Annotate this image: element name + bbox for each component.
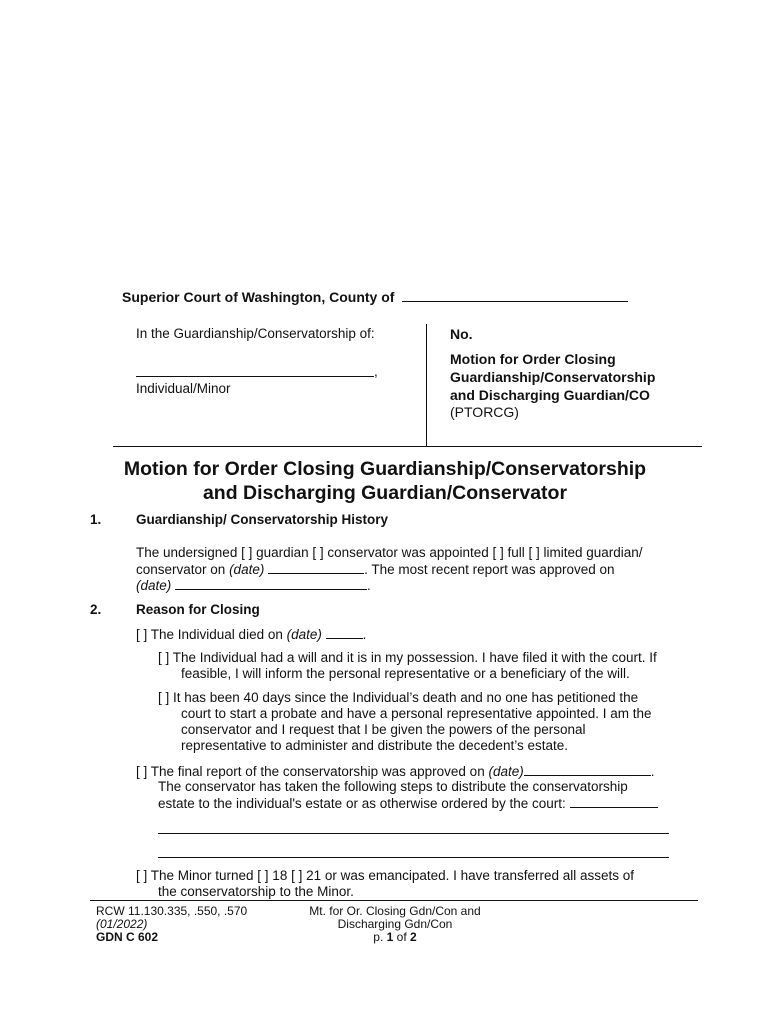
section1-line2-tail: . The most recent report was approved on	[364, 562, 615, 577]
footer-page-prefix: p.	[373, 930, 387, 944]
appointment-date-label: (date)	[229, 562, 265, 577]
section1-line3	[136, 577, 371, 594]
final-date-blank[interactable]	[524, 763, 651, 776]
footer-page-current: 1	[386, 930, 394, 944]
section2-number: 2.	[90, 602, 102, 617]
case-number-label: No.	[450, 326, 473, 342]
option-40-days-line4: representative to administer and distribute the decedent’s estate.	[181, 738, 568, 753]
section1-number: 1.	[90, 512, 102, 527]
option-40-days-line3: conservator and I request that I be given the powers of the personal	[181, 722, 586, 737]
option-final-text: [ ] The final report of the conservatorship was approved on	[136, 764, 489, 779]
caption-divider	[426, 324, 427, 446]
death-date-label: (date)	[286, 627, 322, 642]
footer-page-of: of	[393, 930, 411, 944]
party-label: Individual/Minor	[136, 381, 231, 396]
final-date-label: (date)	[488, 764, 524, 779]
section1-line1: The undersigned [ ] guardian [ ] conservator was appointed [ ] full [ ] limited guardian/	[136, 545, 643, 560]
caption-doc-title-1: Motion for Order Closing	[450, 351, 616, 367]
court-heading	[122, 289, 628, 305]
footer-rev-date: (01/2022)	[96, 917, 148, 931]
option-died-text: [ ] The Individual died on	[136, 627, 287, 642]
footer-page-number	[290, 931, 500, 944]
footer-title-line2: Discharging Gdn/Con	[337, 917, 453, 931]
section1-line2-text: conservator on	[136, 562, 230, 577]
caption-doc-code: (PTORCG)	[450, 404, 519, 420]
section2-heading: Reason for Closing	[136, 602, 260, 617]
footer-title-line1: Mt. for Or. Closing Gdn/Con and	[309, 904, 481, 918]
option-final-report[interactable]	[136, 763, 655, 780]
main-title-line1: Motion for Order Closing Guardianship/Conservatorship	[123, 458, 647, 480]
option-final-tail: .	[650, 764, 655, 779]
option-died-tail: .	[362, 627, 367, 642]
option-40-days-line1[interactable]: [ ] It has been 40 days since the Individual’s death and no one has petitioned the	[158, 690, 639, 705]
option-minor-line1[interactable]: [ ] The Minor turned [ ] 18 [ ] 21 or was emancipated. I have transferred all assets of	[136, 868, 635, 883]
section1-heading: Guardianship/ Conservatorship History	[136, 512, 389, 527]
option-40-days-line2: court to start a probate and have a personal representative appointed. I am the	[181, 706, 652, 721]
footer-center	[290, 905, 500, 944]
name-comma: ,	[374, 364, 378, 379]
footer-rule	[90, 900, 698, 901]
court-heading-text: Superior Court of Washington, County of	[122, 289, 395, 305]
distribution-steps-blank-3[interactable]	[158, 857, 669, 858]
option-individual-died[interactable]	[136, 626, 366, 643]
section1-line2	[136, 561, 615, 578]
caption-bottom-rule	[113, 446, 702, 447]
appointment-date-blank[interactable]	[268, 561, 364, 574]
option-will-line1[interactable]: [ ] The Individual had a will and it is in my possession. I have filed it with the court. If	[158, 650, 657, 665]
final-line2: The conservator has taken the following steps to distribute the conservatorship	[158, 779, 628, 794]
section1-line3-tail: .	[367, 578, 371, 593]
main-title	[80, 457, 690, 505]
final-line3	[158, 795, 658, 812]
footer-rcw: RCW 11.130.335, .550, .570	[96, 904, 248, 918]
caption-doc-title-3: and Discharging Guardian/CO	[450, 387, 650, 403]
option-minor-line2: the conservatorship to the Minor.	[158, 884, 354, 899]
report-date-blank[interactable]	[175, 577, 367, 590]
distribution-steps-blank-1[interactable]	[570, 795, 658, 808]
county-blank[interactable]	[402, 290, 628, 302]
distribution-steps-blank-2[interactable]	[158, 833, 669, 834]
footer-left	[96, 905, 247, 944]
footer-page-total: 2	[410, 930, 417, 944]
option-will-line2: feasible, I will inform the personal representative or a beneficiary of the will.	[181, 666, 630, 681]
individual-name-blank[interactable]	[136, 366, 374, 377]
death-date-blank[interactable]	[326, 626, 363, 639]
final-line3-text: estate to the individual's estate or as otherwise ordered by the court:	[158, 796, 566, 811]
report-date-label: (date)	[136, 578, 172, 593]
caption-doc-title-2: Guardianship/Conservatorship	[450, 369, 656, 385]
caption-in-the-matter: In the Guardianship/Conservatorship of:	[136, 326, 375, 341]
main-title-line2: and Discharging Guardian/Conservator	[202, 482, 568, 504]
footer-form-number: GDN C 602	[96, 930, 159, 944]
